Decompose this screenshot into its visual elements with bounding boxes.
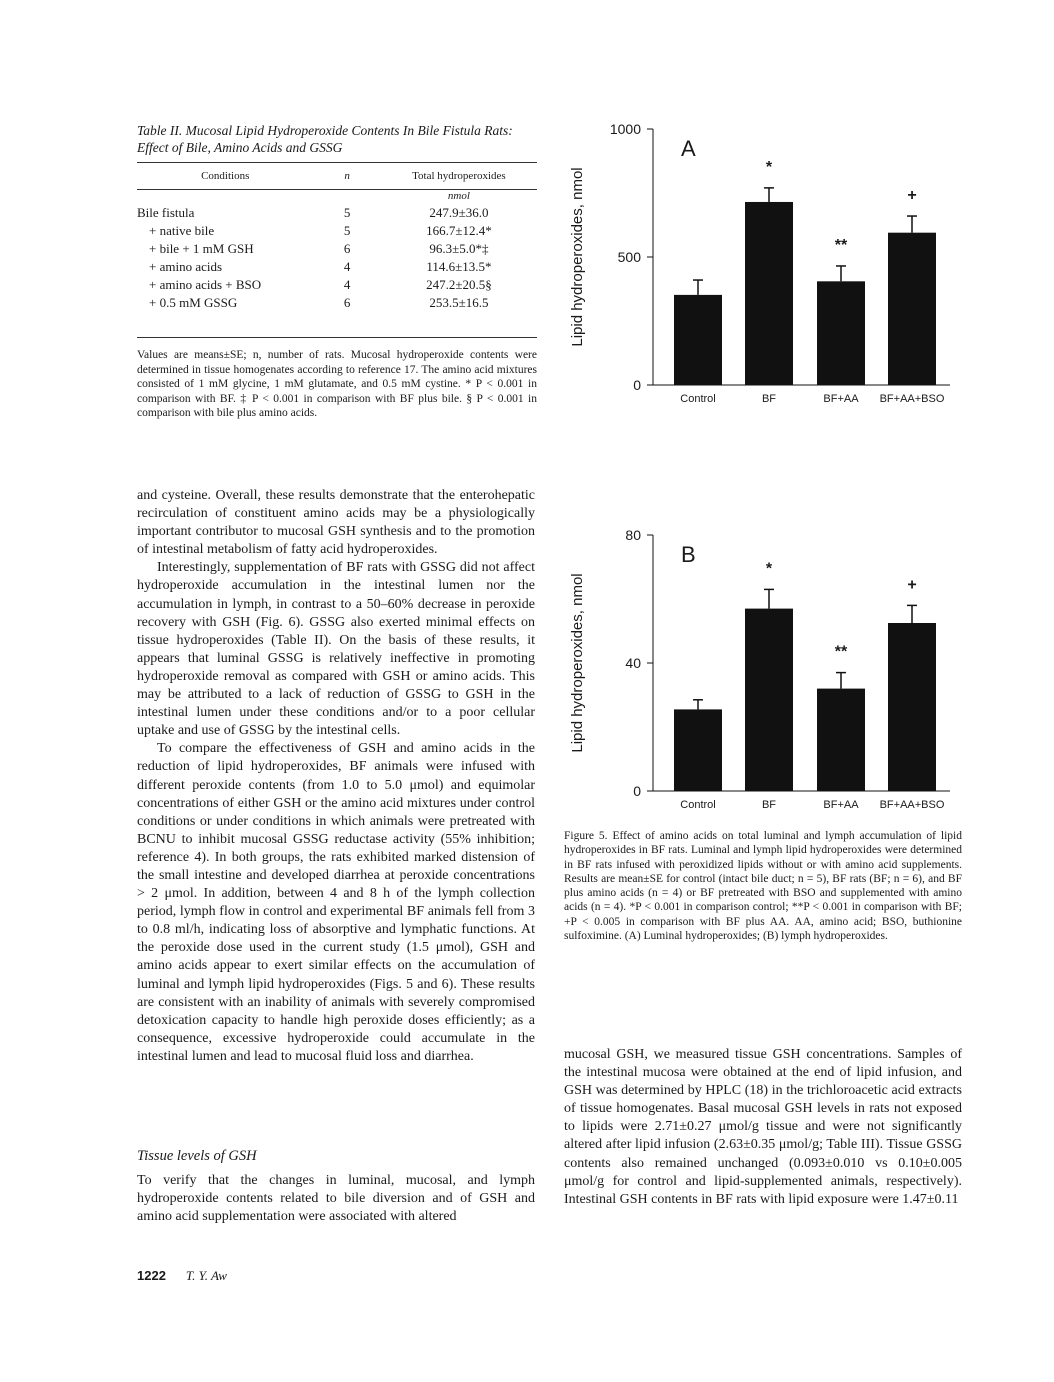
col-header-total: Total hydroperoxides xyxy=(412,170,506,182)
figure-caption: Figure 5. Effect of amino acids on total luminal and lymph accumulation of lipid hydroperoxides in BF rats. Luminal and lymph lipid hydroperoxides were determined in BF rats infused with peroxidized lipids without or with amino acid supplements. Results are mean±SE for control (intact bile duct; n = 5), BF rats (BF; n = 6), and BF plus amino acids (n = 4) or BF pretreated with BSO and supplemented with amino acids (n = 4). *P < 0.001 in comparison control; **P < 0.001 in comparison with BF; +P < 0.005 in comparison with BF plus AA. AA, amino acid; BSO, buthionine sulfoximine. (A) Luminal hydroperoxides; (B) lymph hydroperoxides. xyxy=(564,830,962,943)
paragraph: To verify that the changes in luminal, mucosal, and lymph hydroperoxide contents related to bile diversion and of GSH and amino acid supplementation were associated with altered xyxy=(137,1173,535,1225)
page-footer xyxy=(137,1268,227,1284)
x-tick-label: Control xyxy=(680,393,716,405)
x-tick-label: BF+AA xyxy=(823,799,859,811)
table-footnote: Values are means±SE; n, number of rats. Mucosal hydroperoxide contents were determined in tissue homogenates according to reference 17. The amino acid mixtures consisted of 1 mM glycine, 1 mM glutamate, and 0.5 mM cystine. * P < 0.001 in comparison with BF. ‡ P < 0.001 in comparison with BF plus bile. § P < 0.001 in comparison with bile plus amino acids. xyxy=(137,349,537,419)
significance-marker: * xyxy=(765,560,773,578)
y-tick-label: 0 xyxy=(633,377,641,393)
body-column-left-bottom xyxy=(137,1172,535,1226)
significance-marker: + xyxy=(907,187,917,205)
row-value: 247.9±36.0 xyxy=(429,205,489,220)
col-header-conditions: Conditions xyxy=(201,170,250,182)
row-condition: + native bile xyxy=(149,223,215,238)
row-condition: + bile + 1 mM GSH xyxy=(149,241,254,256)
bar xyxy=(817,689,865,791)
unit-row xyxy=(137,189,537,204)
row-n: 4 xyxy=(343,277,351,292)
row-n: 4 xyxy=(343,259,351,274)
table-row xyxy=(137,204,537,222)
panel-label: B xyxy=(681,542,696,567)
row-condition: Bile fistula xyxy=(137,205,195,220)
table-caption: Table II. Mucosal Lipid Hydroperoxide Contents In Bile Fistula Rats: Effect of Bile, Amino Acids and GSSG xyxy=(137,123,513,155)
unit-label: nmol xyxy=(447,190,470,202)
x-tick-label: BF xyxy=(761,393,777,405)
row-n: 6 xyxy=(343,295,351,310)
section-title: Tissue levels of GSH xyxy=(137,1148,257,1164)
table-row xyxy=(137,294,537,312)
row-value: 166.7±12.4* xyxy=(426,223,492,238)
row-value: 247.2±20.5§ xyxy=(426,277,492,292)
row-n: 6 xyxy=(343,241,351,256)
y-axis-label: Lipid hydroperoxides, nmol xyxy=(569,167,586,347)
row-value: 114.6±13.5* xyxy=(426,259,492,274)
paragraph: and cysteine. Overall, these results demonstrate that the enterohepatic recirculation of constituent amino acids may be a physiologically important contributor to mucosal GSH synthesis and to the promotion of intestinal metabolism of fatty acid hydroperoxides. xyxy=(137,488,535,558)
x-tick-label: BF+AA+BSO xyxy=(879,393,945,405)
bar xyxy=(745,609,793,791)
paragraph: To compare the effectiveness of GSH and amino acids in the reduction of lipid hydroperoxides, BF animals were infused with different peroxide contents (from 1.0 to 5.0 μmol) and equimolar concentrations of either GSH or the amino acid mixtures under control conditions or under conditions in which animals were pretreated with BCNU to inhibit mucosal GSSG reductase activity (55% inhibition; reference 4). In both groups, the rats exhibited marked distension of the small intestine and developed diarrhea at peroxide concentrations > 2 μmol. In addition, between 4 and 8 h of the lymph collection period, lymph flow in control and experimental BF animals fell from 3 to 0.8 ml/h, indicating loss of absorptive and lymphatic functions. At the peroxide dose used in the current study (1.5 μmol), GSH and amino acids appear to exert similar effects on the accumulation of luminal and lymph lipid hydroperoxides (Figs. 5 and 6). These results are consistent with an inability of animals with severely compromised detoxication capacity to handle high peroxide doses efficiently; as a consequence, excessive hydroperoxide could accumulate in the intestinal lumen and lead to mucosal fluid loss and diarrhea. xyxy=(137,741,535,1064)
bar xyxy=(888,233,936,385)
table-bottom-rule xyxy=(137,337,537,338)
significance-marker: ** xyxy=(834,236,848,254)
y-tick-label: 1000 xyxy=(609,121,641,137)
bar xyxy=(888,623,936,791)
body-column-right xyxy=(564,1046,962,1209)
row-condition: + 0.5 mM GSSG xyxy=(149,295,238,310)
bar xyxy=(674,295,722,385)
paragraph: Interestingly, supplementation of BF rats with GSSG did not affect hydroperoxide accumulation in the intestinal lumen nor the accumulation in lymph, in contrast to a 50–60% decrease in peroxide recovery with GSH (Fig. 6). GSSG also exerted minimal effects on tissue hydroperoxides (Table II). On the basis of these results, it appears that luminal GSSG is relatively ineffective in promoting hydroperoxide removal as compared with GSH or amino acids. This may be attributed to a lack of reduction of GSSG to GSH in the intestinal lumen under these conditions and/or to a poor cellular uptake and use of GSSG by the intestinal cells. xyxy=(137,560,535,739)
table-row xyxy=(137,276,537,294)
chart-a xyxy=(560,115,980,420)
x-tick-label: BF+AA+BSO xyxy=(879,799,945,811)
row-condition: + amino acids xyxy=(149,259,223,274)
y-tick-label: 40 xyxy=(625,655,641,671)
x-tick-label: Control xyxy=(680,799,716,811)
significance-marker: + xyxy=(907,576,917,594)
row-value: 253.5±16.5 xyxy=(429,295,489,310)
bar xyxy=(674,709,722,791)
significance-marker: * xyxy=(765,158,773,176)
table-row xyxy=(137,240,537,258)
table-row xyxy=(137,258,537,276)
panel-label: A xyxy=(681,136,696,161)
paragraph: mucosal GSH, we measured tissue GSH concentrations. Samples of the intestinal mucosa were obtained at the end of lipid infusion, and GSH was determined by HPLC (18) in the trichloroacetic acid extracts of tissue homogenates. Basal mucosal GSH levels in rats not exposed to lipids were 2.71±0.27 μmol/g tissue and were not significantly altered after lipid infusion (2.63±0.35 μmol/g; Table III). Tissue GSSG contents also remained unchanged (0.093±0.010 vs 0.10±0.005 μmol/g for control and lipid-supplemented animals, respectively). Intestinal GSH contents in BF rats with lipid exposure were 1.47±0.11 xyxy=(564,1047,962,1207)
table-row xyxy=(137,222,537,240)
row-n: 5 xyxy=(343,205,351,220)
y-tick-label: 500 xyxy=(617,249,641,265)
y-tick-label: 0 xyxy=(633,783,641,799)
row-condition: + amino acids + BSO xyxy=(149,277,262,292)
y-axis-label: Lipid hydroperoxides, nmol xyxy=(569,573,586,753)
body-column-left xyxy=(137,487,535,1066)
table-ii xyxy=(137,170,537,312)
bar xyxy=(817,281,865,385)
bar xyxy=(745,202,793,385)
x-tick-label: BF xyxy=(761,799,777,811)
x-tick-label: BF+AA xyxy=(823,393,859,405)
page-number: 1222 xyxy=(137,1268,166,1283)
row-n: 5 xyxy=(343,223,351,238)
col-header-n: n xyxy=(344,170,350,182)
table-top-rule xyxy=(137,162,537,163)
row-value: 96.3±5.0*‡ xyxy=(429,241,489,256)
y-tick-label: 80 xyxy=(625,527,641,543)
significance-marker: ** xyxy=(834,643,848,661)
chart-b xyxy=(560,520,980,820)
table-header-row xyxy=(137,170,537,189)
running-author: T. Y. Aw xyxy=(185,1268,227,1283)
